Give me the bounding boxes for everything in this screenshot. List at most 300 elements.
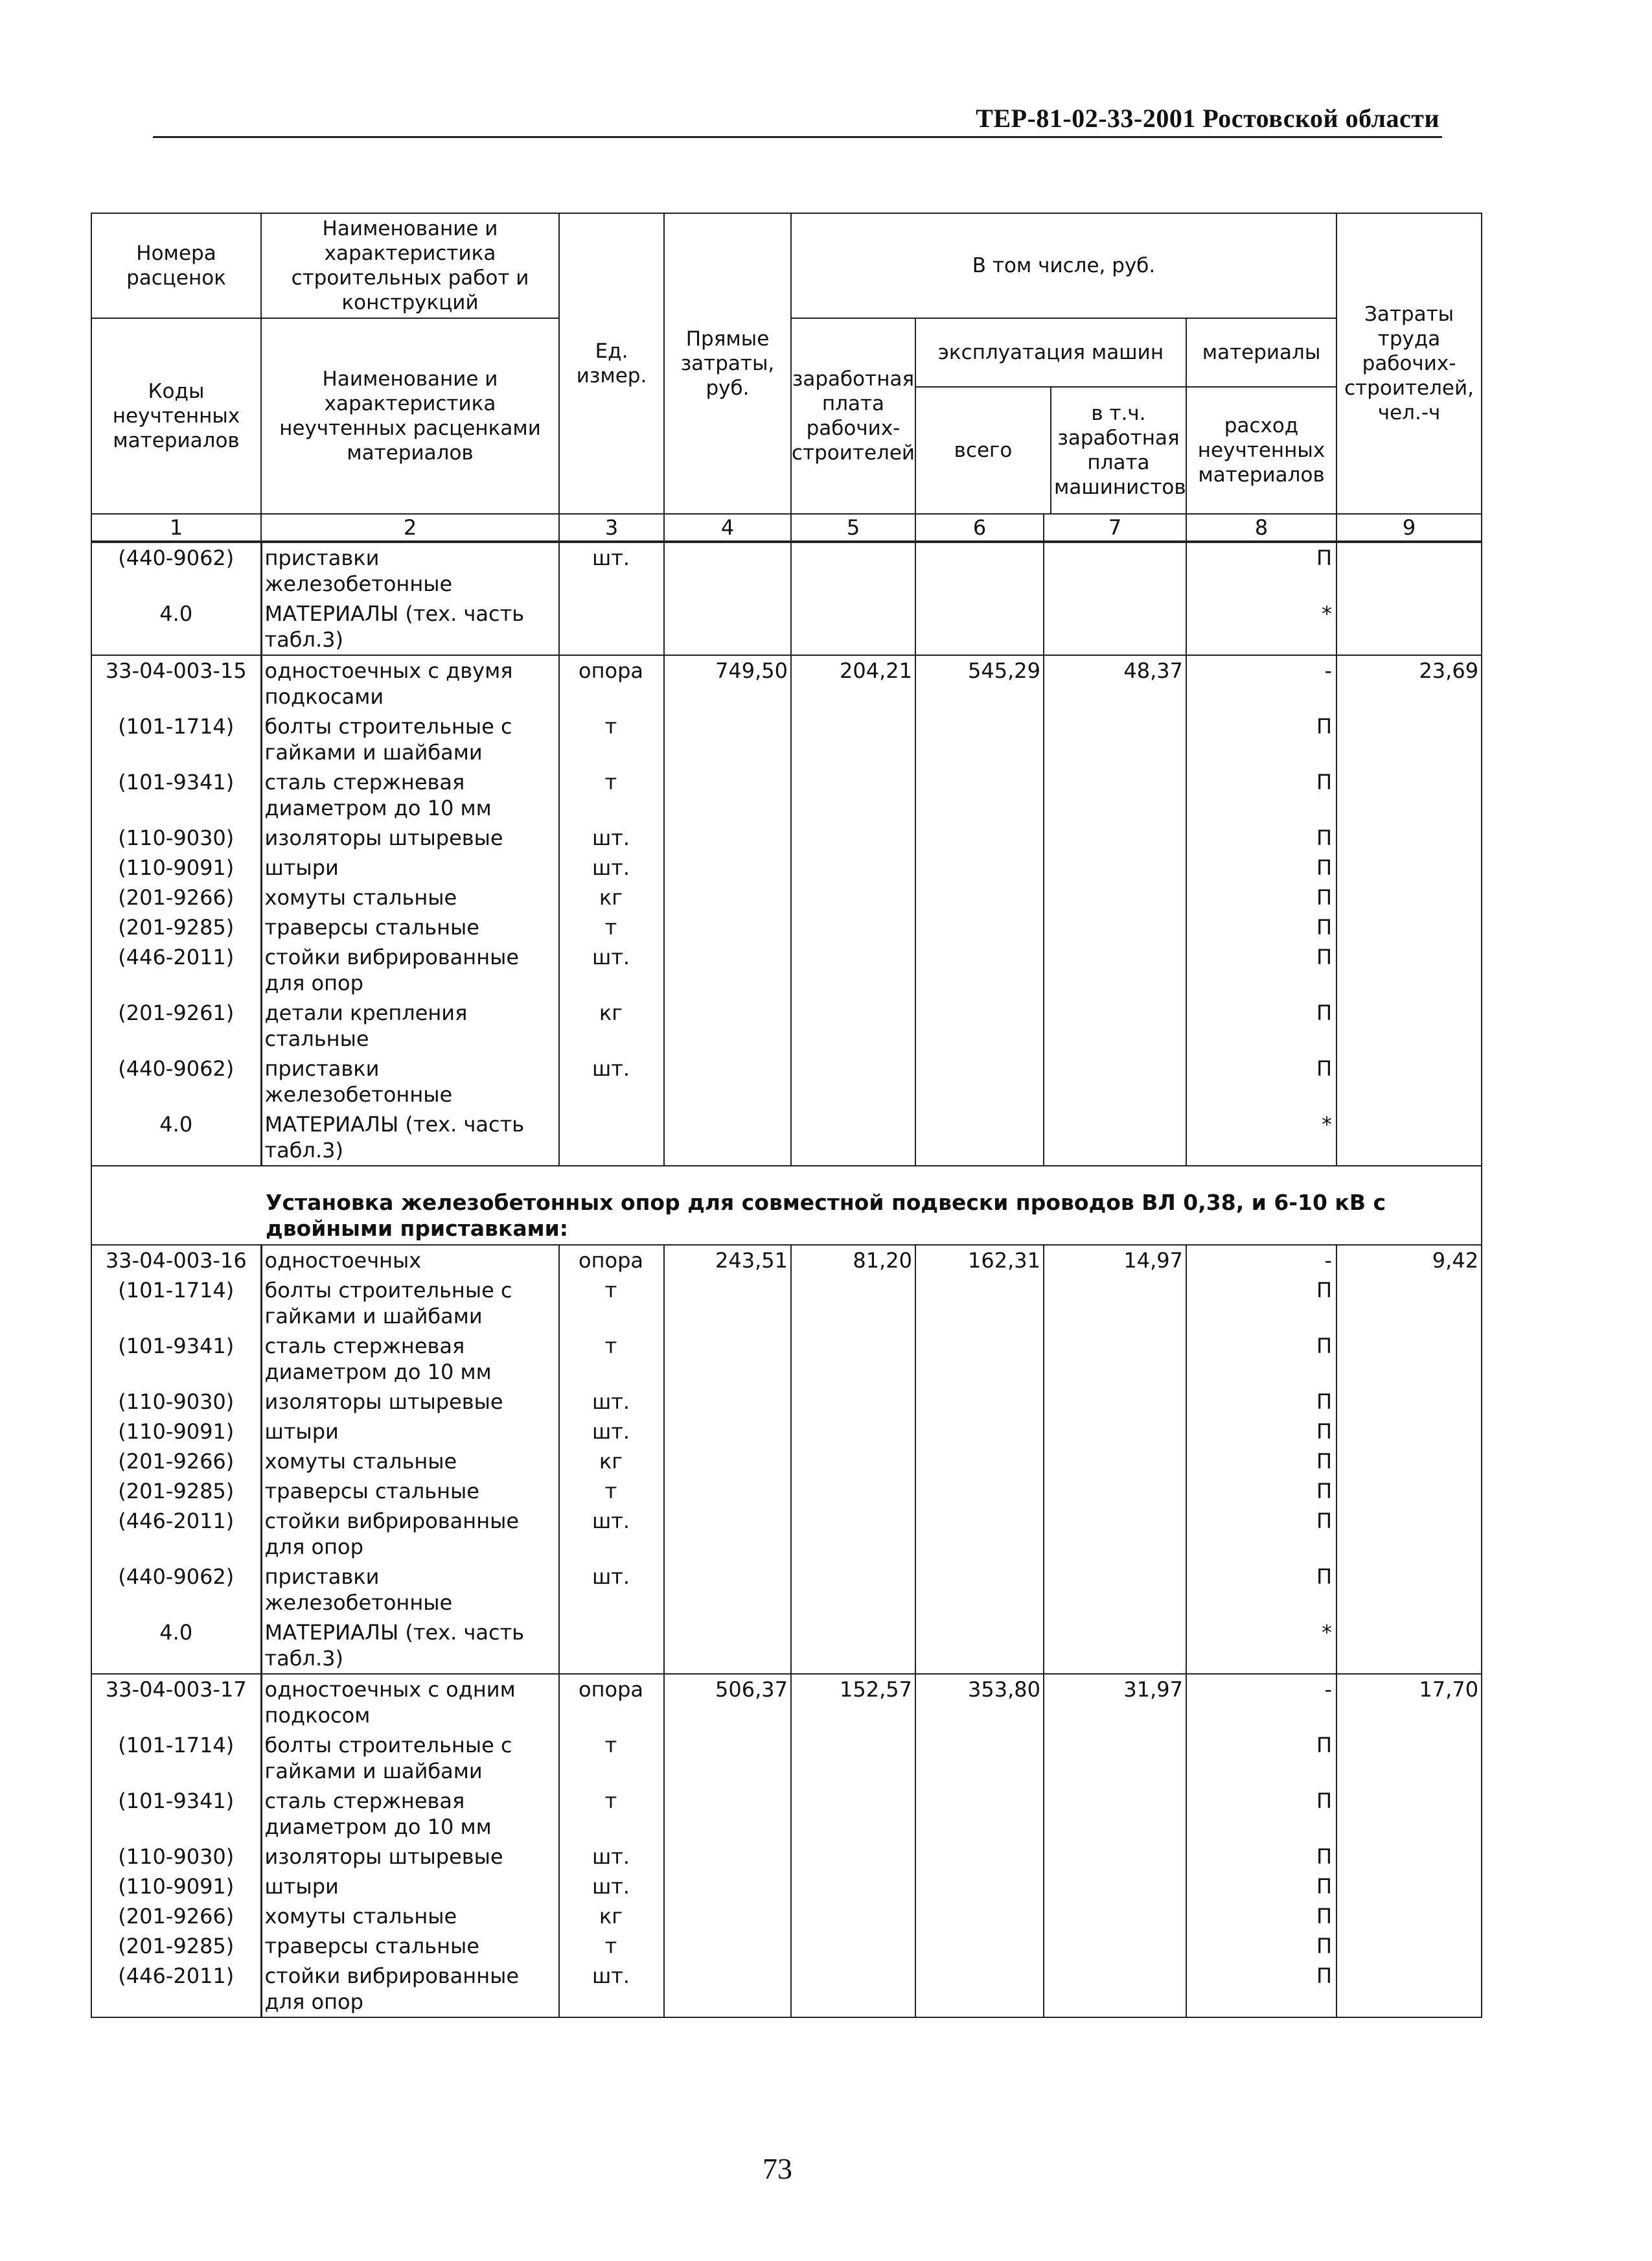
empty-cell (1337, 1872, 1482, 1901)
material-name: хомуты стальные (261, 1446, 559, 1476)
empty-cell (915, 599, 1044, 655)
empty-cell (1044, 1786, 1186, 1842)
material-name: МАТЕРИАЛЫ (тех. часть табл.3) (261, 1617, 559, 1674)
header-wage: заработная плата рабочих-строителей (791, 318, 915, 514)
rate-code: 33-04-003-16 (91, 1245, 261, 1275)
material-name: болты строительные с гайками и шайбами (261, 712, 559, 767)
material-row (91, 712, 1482, 767)
rate-labor: 17,70 (1337, 1674, 1482, 1730)
header-materials-group (1186, 318, 1337, 514)
empty-cell (791, 767, 915, 823)
material-flag: П (1186, 1961, 1337, 2017)
empty-cell (1044, 1562, 1186, 1617)
material-name: изоляторы штыревые (261, 1842, 559, 1872)
empty-cell (1044, 1417, 1186, 1446)
empty-cell (1337, 1842, 1482, 1872)
rate-machines-wage: 31,97 (1044, 1674, 1186, 1730)
empty-cell (664, 1109, 791, 1166)
material-unit: шт. (559, 1562, 664, 1617)
material-code: (201-9261) (91, 998, 261, 1054)
empty-cell (664, 599, 791, 655)
material-code: (440-9062) (91, 1562, 261, 1617)
empty-cell (791, 823, 915, 853)
material-unit: шт. (559, 853, 664, 883)
column-number: 3 (559, 514, 664, 542)
empty-cell (915, 1054, 1044, 1109)
material-code: (201-9266) (91, 883, 261, 912)
empty-cell (1044, 1054, 1186, 1109)
material-unit: т (559, 767, 664, 823)
empty-cell (1337, 1931, 1482, 1961)
empty-cell (664, 1786, 791, 1842)
rate-materials: - (1186, 1674, 1337, 1730)
empty-cell (791, 1961, 915, 2017)
material-unit: шт. (559, 942, 664, 998)
rates-table (91, 213, 1482, 2018)
material-unit: шт. (559, 1842, 664, 1872)
rate-code: 33-04-003-17 (91, 1674, 261, 1730)
empty-cell (664, 1872, 791, 1901)
empty-cell (664, 1842, 791, 1872)
empty-cell (1337, 1417, 1482, 1446)
empty-cell (915, 883, 1044, 912)
empty-cell (1337, 1109, 1482, 1166)
material-name: МАТЕРИАЛЫ (тех. часть табл.3) (261, 1109, 559, 1166)
material-code: (101-9341) (91, 1786, 261, 1842)
material-code: (101-1714) (91, 1730, 261, 1786)
rate-machines-total: 162,31 (915, 1245, 1044, 1275)
empty-cell (664, 542, 791, 599)
empty-cell (664, 942, 791, 998)
section-cell (91, 1166, 1482, 1245)
material-flag: П (1186, 1387, 1337, 1417)
rate-materials: - (1186, 1245, 1337, 1275)
material-code: (446-2011) (91, 1961, 261, 2017)
empty-cell (1337, 542, 1482, 599)
empty-cell (664, 1730, 791, 1786)
material-unit: кг (559, 883, 664, 912)
rate-machines-total: 353,80 (915, 1674, 1044, 1730)
material-flag: П (1186, 1275, 1337, 1331)
empty-cell (1337, 998, 1482, 1054)
empty-cell (915, 542, 1044, 599)
material-unit: т (559, 1730, 664, 1786)
material-row (91, 1562, 1482, 1617)
material-row (91, 599, 1482, 655)
material-code: (201-9266) (91, 1901, 261, 1931)
empty-cell (791, 1931, 915, 1961)
material-name: сталь стержневая диаметром до 10 мм (261, 1331, 559, 1387)
material-unit: т (559, 712, 664, 767)
empty-cell (915, 1901, 1044, 1931)
empty-cell (915, 912, 1044, 942)
empty-cell (915, 1617, 1044, 1674)
header-including: В том числе, руб. (791, 213, 1337, 318)
empty-cell (664, 1476, 791, 1506)
material-code: (110-9030) (91, 823, 261, 853)
empty-cell (915, 1872, 1044, 1901)
empty-cell (664, 853, 791, 883)
material-row (91, 1331, 1482, 1387)
rate-direct-cost: 506,37 (664, 1674, 791, 1730)
material-unit: т (559, 1275, 664, 1331)
empty-cell (664, 1961, 791, 2017)
material-unit: т (559, 912, 664, 942)
material-name: сталь стержневая диаметром до 10 мм (261, 767, 559, 823)
material-row (91, 767, 1482, 823)
material-name: штыри (261, 1872, 559, 1901)
empty-cell (915, 767, 1044, 823)
empty-cell (1337, 1387, 1482, 1417)
empty-cell (664, 912, 791, 942)
material-flag: П (1186, 712, 1337, 767)
empty-cell (1044, 1275, 1186, 1331)
material-flag: П (1186, 1476, 1337, 1506)
material-unit: т (559, 1476, 664, 1506)
material-code: (440-9062) (91, 1054, 261, 1109)
material-name: хомуты стальные (261, 1901, 559, 1931)
material-name: изоляторы штыревые (261, 823, 559, 853)
material-unit (559, 1617, 664, 1674)
empty-cell (1044, 1872, 1186, 1901)
empty-cell (791, 1054, 915, 1109)
empty-cell (915, 1331, 1044, 1387)
material-row (91, 1054, 1482, 1109)
material-row (91, 1842, 1482, 1872)
material-code: (446-2011) (91, 1506, 261, 1562)
empty-cell (791, 942, 915, 998)
material-unit: шт. (559, 542, 664, 599)
rate-machines-wage: 14,97 (1044, 1245, 1186, 1275)
rate-labor: 9,42 (1337, 1245, 1482, 1275)
empty-cell (1044, 912, 1186, 942)
empty-cell (1044, 1506, 1186, 1562)
empty-cell (791, 1872, 915, 1901)
page-number: 73 (763, 2152, 792, 2185)
section-title: Установка железобетонных опор для совместной подвески проводов ВЛ 0,38, и 6-10 кВ с двойными приставками: (266, 1190, 1386, 1241)
rate-wage: 204,21 (791, 655, 915, 712)
material-name: изоляторы штыревые (261, 1387, 559, 1417)
empty-cell (1044, 1476, 1186, 1506)
material-flag: П (1186, 1786, 1337, 1842)
material-code: (201-9285) (91, 1931, 261, 1961)
empty-cell (1337, 1961, 1482, 2017)
empty-cell (915, 1417, 1044, 1446)
material-flag: П (1186, 883, 1337, 912)
material-code: (201-9266) (91, 1446, 261, 1476)
material-code: 4.0 (91, 599, 261, 655)
column-numbers-row (91, 514, 1482, 542)
empty-cell (1337, 1617, 1482, 1674)
empty-cell (1044, 767, 1186, 823)
empty-cell (664, 1901, 791, 1931)
material-row (91, 1730, 1482, 1786)
header-labor: Затраты труда рабочих-строителей, чел.-ч (1337, 213, 1482, 514)
empty-cell (791, 712, 915, 767)
empty-cell (1044, 942, 1186, 998)
empty-cell (791, 853, 915, 883)
header-name-materials: Наименование и характеристика неучтенных расценками материалов (261, 318, 559, 514)
rate-labor: 23,69 (1337, 655, 1482, 712)
header-materials: материалы (1187, 319, 1336, 387)
empty-cell (791, 1331, 915, 1387)
empty-cell (1337, 823, 1482, 853)
empty-cell (915, 1961, 1044, 2017)
empty-cell (791, 1901, 915, 1931)
material-flag: П (1186, 1872, 1337, 1901)
material-row (91, 1476, 1482, 1506)
empty-cell (1044, 1931, 1186, 1961)
empty-cell (664, 1562, 791, 1617)
material-name: болты строительные с гайками и шайбами (261, 1730, 559, 1786)
material-flag: П (1186, 1562, 1337, 1617)
empty-cell (664, 1054, 791, 1109)
empty-cell (915, 1506, 1044, 1562)
empty-cell (915, 942, 1044, 998)
material-name: стойки вибрированные для опор (261, 1961, 559, 2017)
material-code: 4.0 (91, 1109, 261, 1166)
material-unit: шт. (559, 1417, 664, 1446)
empty-cell (791, 998, 915, 1054)
material-flag: * (1186, 1109, 1337, 1166)
material-flag: П (1186, 1417, 1337, 1446)
empty-cell (664, 767, 791, 823)
empty-cell (791, 883, 915, 912)
empty-cell (1044, 1730, 1186, 1786)
empty-cell (915, 1387, 1044, 1417)
empty-cell (1337, 1786, 1482, 1842)
empty-cell (915, 1730, 1044, 1786)
material-unit: кг (559, 1901, 664, 1931)
empty-cell (791, 1617, 915, 1674)
rates-table-body (91, 213, 1482, 2017)
empty-cell (664, 1417, 791, 1446)
material-flag: П (1186, 1931, 1337, 1961)
material-row (91, 1786, 1482, 1842)
material-name: МАТЕРИАЛЫ (тех. часть табл.3) (261, 599, 559, 655)
empty-cell (664, 1446, 791, 1476)
empty-cell (664, 1331, 791, 1387)
empty-cell (1337, 942, 1482, 998)
empty-cell (664, 712, 791, 767)
material-flag: П (1186, 853, 1337, 883)
empty-cell (915, 853, 1044, 883)
rate-unit: опора (559, 1674, 664, 1730)
empty-cell (1044, 712, 1186, 767)
section-row (91, 1166, 1482, 1245)
empty-cell (915, 1109, 1044, 1166)
material-row (91, 1506, 1482, 1562)
material-row (91, 1446, 1482, 1476)
empty-cell (1044, 1842, 1186, 1872)
material-flag: П (1186, 1506, 1337, 1562)
material-row (91, 1617, 1482, 1674)
empty-cell (1337, 1275, 1482, 1331)
empty-cell (1337, 1331, 1482, 1387)
empty-cell (791, 1446, 915, 1476)
header-materials-use: расход неучтенных материалов (1197, 414, 1325, 487)
material-unit: т (559, 1786, 664, 1842)
material-name: траверсы стальные (261, 1931, 559, 1961)
material-unit: шт. (559, 823, 664, 853)
empty-cell (791, 1109, 915, 1166)
material-flag: П (1186, 942, 1337, 998)
rate-unit: опора (559, 1245, 664, 1275)
empty-cell (664, 1387, 791, 1417)
empty-cell (791, 542, 915, 599)
rate-wage: 81,20 (791, 1245, 915, 1275)
empty-cell (1337, 1730, 1482, 1786)
material-name: стойки вибрированные для опор (261, 1506, 559, 1562)
empty-cell (791, 599, 915, 655)
material-unit: шт. (559, 1872, 664, 1901)
material-row (91, 1872, 1482, 1901)
material-row (91, 853, 1482, 883)
rate-materials: - (1186, 655, 1337, 712)
material-unit: шт. (559, 1387, 664, 1417)
header-direct: Прямые затраты, руб. (664, 213, 791, 514)
empty-cell (1044, 1961, 1186, 2017)
material-flag: * (1186, 1617, 1337, 1674)
material-name: болты строительные с гайками и шайбами (261, 1275, 559, 1331)
rate-name: одностоечных с двумя подкосами (261, 655, 559, 712)
rate-direct-cost: 243,51 (664, 1245, 791, 1275)
empty-cell (1044, 1617, 1186, 1674)
material-row (91, 1901, 1482, 1931)
empty-cell (791, 1506, 915, 1562)
material-code: (101-9341) (91, 1331, 261, 1387)
material-code: (110-9091) (91, 853, 261, 883)
header-machines-group (915, 318, 1186, 514)
document-code: ТЕР-81-02-33-2001 Ростовской области (976, 104, 1440, 133)
material-name: детали крепления стальные (261, 998, 559, 1054)
empty-cell (1337, 912, 1482, 942)
empty-cell (1044, 1387, 1186, 1417)
empty-cell (664, 1275, 791, 1331)
material-unit: шт. (559, 1506, 664, 1562)
empty-cell (915, 1476, 1044, 1506)
rate-row (91, 1245, 1482, 1275)
material-code: (440-9062) (91, 542, 261, 599)
empty-cell (664, 883, 791, 912)
empty-cell (915, 1446, 1044, 1476)
material-unit: кг (559, 1446, 664, 1476)
material-flag: П (1186, 1446, 1337, 1476)
empty-cell (1337, 1446, 1482, 1476)
empty-cell (664, 1617, 791, 1674)
rate-machines-wage: 48,37 (1044, 655, 1186, 712)
column-number: 2 (261, 514, 559, 542)
rate-row (91, 655, 1482, 712)
empty-cell (1044, 823, 1186, 853)
empty-cell (791, 1476, 915, 1506)
material-flag: П (1186, 542, 1337, 599)
material-name: стойки вибрированные для опор (261, 942, 559, 998)
column-number: 1 (91, 514, 261, 542)
empty-cell (664, 823, 791, 853)
material-unit (559, 599, 664, 655)
empty-cell (1044, 853, 1186, 883)
header-machines-wage: в т.ч. заработная плата машинистов (1054, 402, 1186, 499)
material-name: штыри (261, 853, 559, 883)
material-row (91, 1387, 1482, 1417)
rate-code: 33-04-003-15 (91, 655, 261, 712)
header-machines: эксплуатация машин (916, 319, 1186, 387)
empty-cell (1337, 1054, 1482, 1109)
material-flag: П (1186, 1331, 1337, 1387)
material-name: приставки железобетонные (261, 1054, 559, 1109)
empty-cell (1044, 998, 1186, 1054)
rate-unit: опора (559, 655, 664, 712)
column-number: 4 (664, 514, 791, 542)
material-row (91, 883, 1482, 912)
material-row (91, 998, 1482, 1054)
column-number: 7 (1044, 514, 1186, 542)
material-row (91, 1417, 1482, 1446)
material-row (91, 823, 1482, 853)
empty-cell (1337, 1476, 1482, 1506)
material-name: сталь стержневая диаметром до 10 мм (261, 1786, 559, 1842)
empty-cell (1337, 767, 1482, 823)
empty-cell (915, 1562, 1044, 1617)
material-unit: т (559, 1331, 664, 1387)
column-number: 6 (915, 514, 1044, 542)
material-flag: П (1186, 1730, 1337, 1786)
header-unit: Ед. измер. (559, 213, 664, 514)
empty-cell (1337, 1506, 1482, 1562)
material-unit: шт. (559, 1961, 664, 2017)
material-name: штыри (261, 1417, 559, 1446)
column-number: 9 (1337, 514, 1482, 542)
material-row (91, 1931, 1482, 1961)
empty-cell (664, 1931, 791, 1961)
material-name: приставки железобетонные (261, 1562, 559, 1617)
material-flag: П (1186, 1054, 1337, 1109)
empty-cell (791, 912, 915, 942)
rate-name: одностоечных (261, 1245, 559, 1275)
empty-cell (791, 1786, 915, 1842)
empty-cell (1337, 1901, 1482, 1931)
material-name: траверсы стальные (261, 912, 559, 942)
empty-cell (915, 998, 1044, 1054)
material-row (91, 912, 1482, 942)
material-flag: П (1186, 998, 1337, 1054)
material-name: хомуты стальные (261, 883, 559, 912)
header-name-works: Наименование и характеристика строительных работ и конструкций (261, 213, 559, 318)
empty-cell (915, 1931, 1044, 1961)
empty-cell (1044, 1446, 1186, 1476)
empty-cell (791, 1275, 915, 1331)
empty-cell (915, 1786, 1044, 1842)
empty-cell (791, 1387, 915, 1417)
material-row (91, 1961, 1482, 2017)
material-name: приставки железобетонные (261, 542, 559, 599)
material-code: (110-9091) (91, 1872, 261, 1901)
empty-cell (1044, 542, 1186, 599)
rate-wage: 152,57 (791, 1674, 915, 1730)
material-row (91, 542, 1482, 599)
material-code: (101-1714) (91, 712, 261, 767)
material-unit (559, 1109, 664, 1166)
empty-cell (1337, 853, 1482, 883)
rate-row (91, 1674, 1482, 1730)
header-codes: Коды неучтенных материалов (91, 318, 261, 514)
empty-cell (664, 998, 791, 1054)
material-code: (201-9285) (91, 912, 261, 942)
material-flag: * (1186, 599, 1337, 655)
material-code: (101-9341) (91, 767, 261, 823)
empty-cell (915, 1275, 1044, 1331)
